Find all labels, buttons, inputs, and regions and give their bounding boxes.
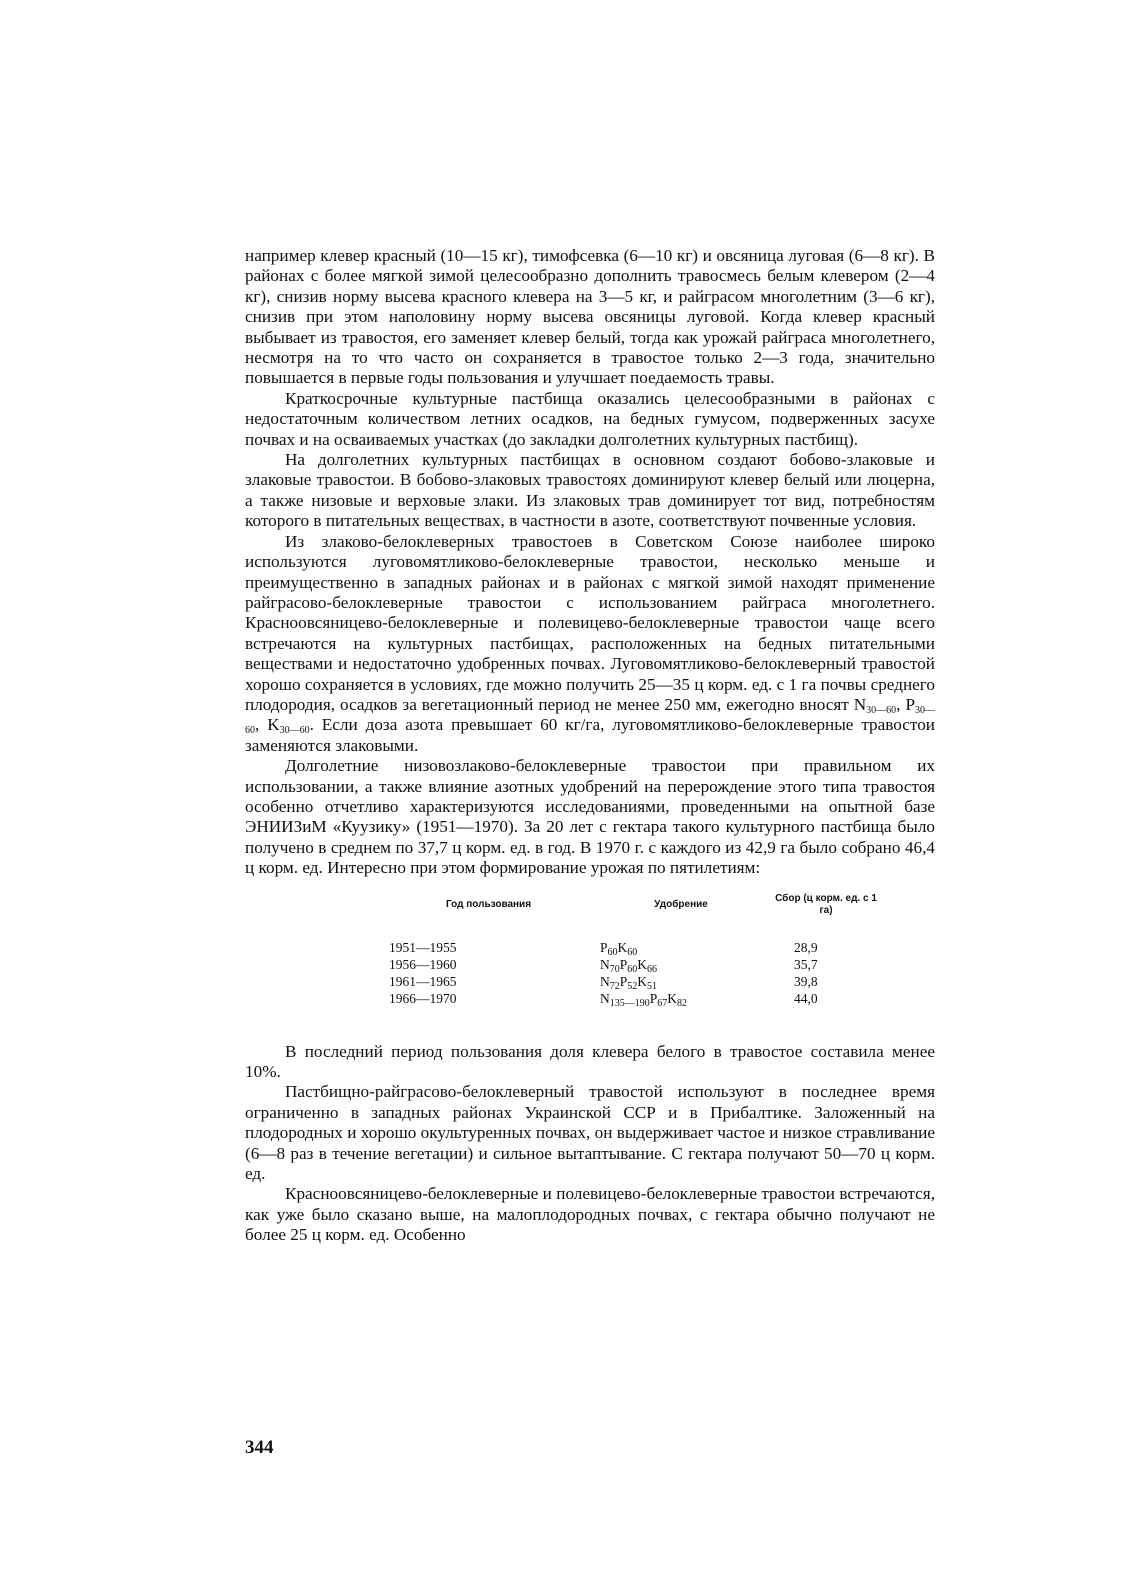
header-fertilizer: Удобрение: [654, 898, 708, 910]
cell-yield: 44,0: [794, 990, 818, 1006]
paragraph: Из злаково-белоклеверных травостоев в Советском Союзе наиболее широко используются луговомятликово-белоклеверные травостои, несколько меньше и преимущественно в западных районах и в районах с мягкой зимой находят применение райграсово-белоклеверные травостои с использованием райграса многолетнего. Красноовсяницево-белоклеверные и полевицево-белоклеверные травостои чаще всего встречаются на культурных пастбищах, расположенных на бедных питательными веществами и недостаточно удобренных почвах. Луговомятликово-белоклеверный травостой хорошо сохраняется в условиях, где можно получить 25—35 ц корм. ед. с 1 га почвы среднего плодородия, осадков за вегетационный период не менее 250 мм, ежегодно вносят $N_{30—60}$, $P_{30—60}$, $K_{30—60}$. Если доза азота превышает 60 кг/га, луговомятликово-белоклеверные травостои заменяются злаковыми.: [245, 531, 935, 755]
table-row: [383, 973, 884, 990]
page-body: [245, 246, 935, 1246]
paragraph: например клевер красный (10—15 кг), тимофсевка (6—10 кг) и овсяница луговая (6—8 кг). В районах с более мягкой зимой целесообразно дополнить травосмесь белым клевером (2—4 кг), снизив норму высева красного клевера на 3—5 кг, и райграсом многолетним (3—6 кг), снизив при этом наполовину норму высева овсяницы луговой. Когда клевер красный выбывает из травостоя, его заменяет клевер белый, тогда как урожай райграса многолетнего, несмотря на то что часто он сохраняется в травостое только 2—3 года, значительно повышается в первые годы пользования и улучшает поедаемость травы.: [245, 246, 935, 388]
table-row: [383, 956, 884, 973]
paragraph: Пастбищно-райграсово-белоклеверный травостой используют в последнее время ограниченно в западных районах Украинской ССР и в Прибалтике. Заложенный на плодородных и хорошо окультуренных почвах, он выдерживает частое и низкое стравливание (6—8 раз в течение вегетации) и сильное вытаптывание. С гектара получают 50—70 ц корм. ед.: [245, 1082, 935, 1184]
paragraph: Долголетние низовозлаково-белоклеверные травостои при правильном их использовании, а также влияние азотных удобрений на перерождение этого типа травостоя особенно отчетливо характеризуются исследованиями, проведенными на опытной базе ЭНИИЗиМ «Куузику» (1951—1970). За 20 лет с гектара такого культурного пастбища было получено в среднем по 37,7 ц корм. ед. в год. В 1970 г. с каждого из 42,9 га было собрано 46,4 ц корм. ед. Интересно при этом формирование урожая по пятилетиям:: [245, 756, 935, 878]
cell-years: 1961—1965: [389, 973, 457, 989]
cell-fertilizer: $N_{70}P_{60}K_{66}$: [600, 956, 658, 975]
cell-fertilizer: $P_{60}K_{60}$: [600, 939, 638, 958]
header-yield: Сбор (ц корм. ед. с 1 га): [775, 892, 877, 916]
cell-yield: 39,8: [794, 973, 818, 989]
cell-years: 1956—1960: [389, 956, 457, 972]
cell-years: 1951—1955: [389, 939, 457, 955]
paragraph: На долголетних культурных пастбищах в основном создают бобово-злаковые и злаковые травостои. В бобово-злаковых травостоях доминируют клевер белый или люцерна, а также низовые и верховые злаки. Из злаковых трав доминирует тот вид, потребностям которого в питательных веществах, в частности в азоте, соответствуют почвенные условия.: [245, 450, 935, 531]
cell-yield: 28,9: [794, 939, 818, 955]
table-row: [383, 990, 884, 1007]
paragraph: Краткосрочные культурные пастбища оказались целесообразными в районах с недостаточным количеством летних осадков, на бедных гумусом, подверженных засухе почвах и на осваиваемых участках (до закладки долголетних культурных пастбищ).: [245, 388, 935, 449]
cell-years: 1966—1970: [389, 990, 457, 1006]
cell-fertilizer: $N_{135—190}P_{67}K_{82}$: [600, 990, 688, 1009]
cell-fertilizer: $N_{72}P_{52}K_{51}$: [600, 973, 658, 992]
table-row: [383, 939, 884, 956]
page-number: 344: [245, 1437, 274, 1458]
paragraph: В последний период пользования доля клевера белого в травостое составила менее 10%.: [245, 1041, 935, 1081]
header-year: Год пользования: [445, 898, 532, 910]
cell-yield: 35,7: [794, 956, 818, 972]
yield-table: [383, 893, 884, 1007]
table-header-row: [383, 893, 884, 939]
paragraph: Красноовсяницево-белоклеверные и полевицево-белоклеверные травостои встречаются, как уже было сказано выше, на малоплодородных почвах, с гектара обычно получают не более 25 ц корм. ед. Особенно: [245, 1184, 935, 1245]
